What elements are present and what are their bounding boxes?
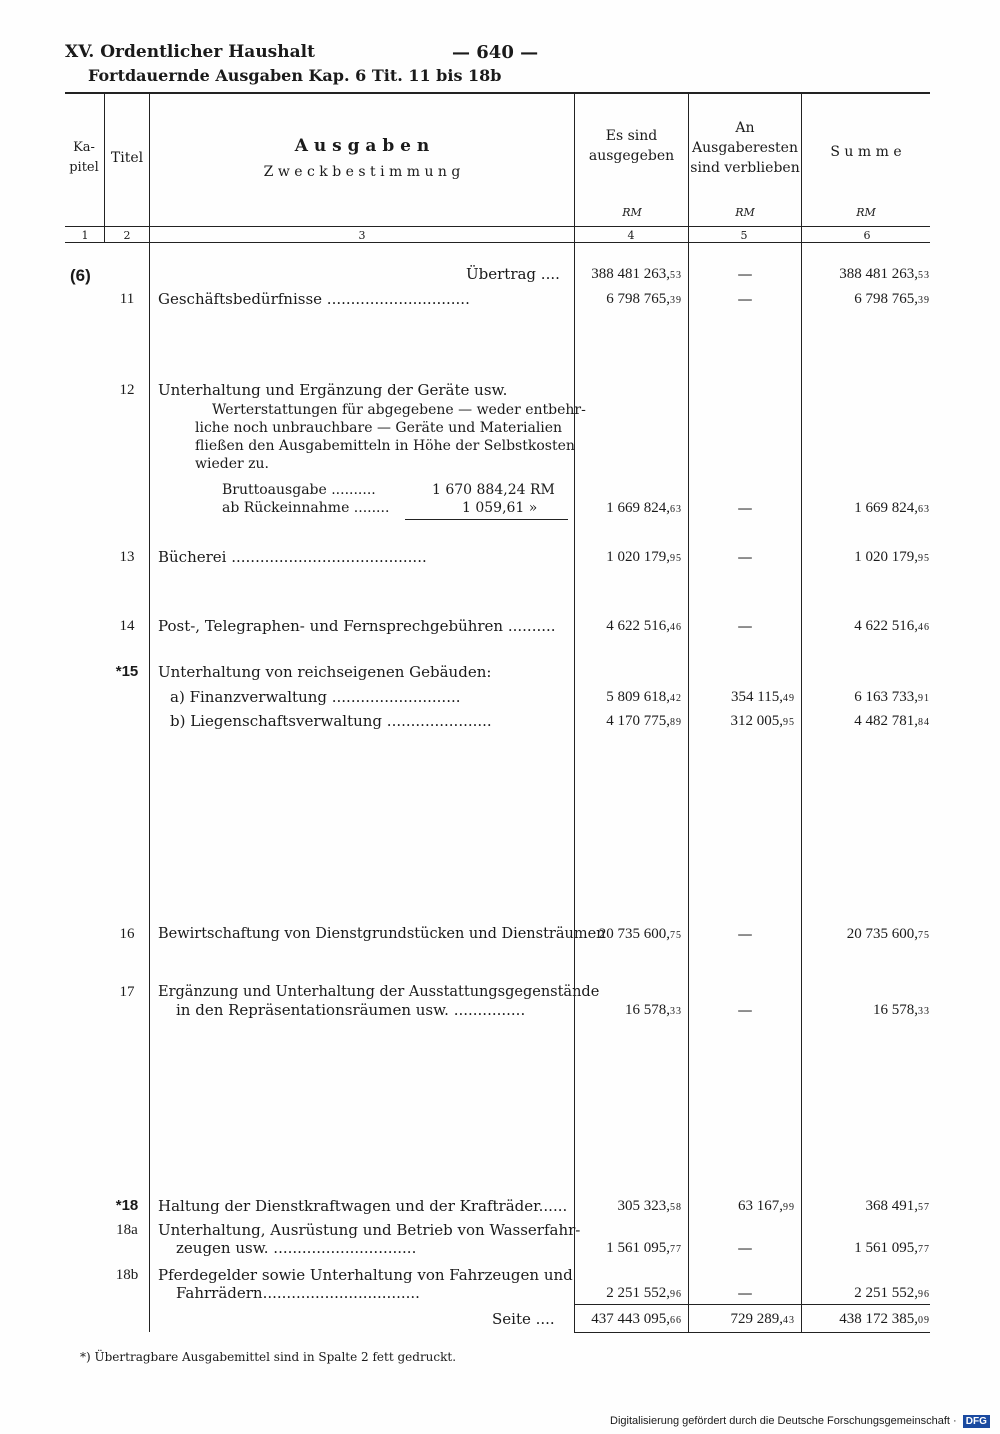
row-col5: — xyxy=(737,617,753,635)
col-header-zweck: Z w e c k b e s t i m m u n g xyxy=(263,164,461,180)
row-col5: — xyxy=(737,548,753,566)
uebertrag-col5: — xyxy=(737,265,753,283)
row-col6: 1 020 179,95 xyxy=(854,549,930,565)
brutto-label: Bruttoausgabe .......... xyxy=(222,482,376,498)
row-col5: 63 167,99 xyxy=(738,1198,795,1214)
row-col5: — xyxy=(737,290,753,308)
col-divider xyxy=(574,92,575,1332)
page-subtitle: Fortdauernde Ausgaben Kap. 6 Tit. 11 bis 18b xyxy=(88,66,502,85)
row-col5: — xyxy=(737,1001,753,1019)
row-label: Bücherei ......................................... xyxy=(158,548,427,566)
row-label-cont: in den Repräsentationsräumen usw. ............... xyxy=(176,1001,526,1019)
row-col6: 6 798 765,39 xyxy=(854,291,930,307)
col-divider xyxy=(801,92,802,1332)
row-col4: 1 020 179,95 xyxy=(606,549,682,565)
col-number: 6 xyxy=(863,229,871,242)
header-rule xyxy=(65,226,930,227)
unit-label: RM xyxy=(735,206,755,219)
col-header-ausgaben: A u s g a b e n xyxy=(294,136,430,156)
row-col5: — xyxy=(737,499,753,517)
row-sublabel: b) Liegenschaftsverwaltung ...................... xyxy=(170,712,492,730)
col-number: 5 xyxy=(740,229,748,242)
titel-number: 12 xyxy=(119,382,135,398)
row-col6: 1 669 824,63 xyxy=(854,500,930,516)
rueck-label: ab Rückeinnahme ........ xyxy=(222,500,390,516)
titel-number: 18a xyxy=(116,1222,138,1238)
row-label: Ergänzung und Unterhaltung der Ausstattungsgegenstände xyxy=(158,984,600,1000)
uebertrag-col6: 388 481 263,53 xyxy=(839,266,930,282)
subtotal-rule xyxy=(405,519,568,520)
uebertrag-label: Übertrag .... xyxy=(466,265,560,283)
row-note: wieder zu. xyxy=(195,456,269,472)
row-col4: 305 323,58 xyxy=(617,1198,682,1214)
seite-col4: 437 443 095,66 xyxy=(591,1311,682,1327)
row-col4: 16 578,33 xyxy=(625,1002,682,1018)
dfg-credit: Digitalisierung gefördert durch die Deutsche Forschungsgemeinschaft · DFG xyxy=(610,1415,990,1428)
uebertrag-col4: 388 481 263,53 xyxy=(591,266,682,282)
titel-number: 14 xyxy=(119,618,135,634)
row-col6: 20 735 600,75 xyxy=(846,926,930,942)
row-sublabel: a) Finanzverwaltung ........................... xyxy=(170,688,461,706)
seite-col6: 438 172 385,09 xyxy=(839,1311,930,1327)
row-col6: 4 482 781,84 xyxy=(854,713,930,729)
row-col5: — xyxy=(737,1284,753,1302)
row-label: Bewirtschaftung von Dienstgrundstücken und Diensträumen xyxy=(158,926,606,942)
row-col4: 1 669 824,63 xyxy=(606,500,682,516)
row-note: Werterstattungen für abgegebene — weder entbehr- xyxy=(212,402,586,418)
row-col4: 2 251 552,96 xyxy=(606,1285,682,1301)
col-header-ausgabereste: An Ausgaberesten sind verblieben xyxy=(690,120,800,176)
dfg-logo: DFG xyxy=(963,1415,990,1428)
row-col6: 1 561 095,77 xyxy=(854,1240,930,1256)
col-number: 2 xyxy=(123,229,131,242)
row-col4: 4 170 775,89 xyxy=(606,713,682,729)
row-label: Pferdegelder sowie Unterhaltung von Fahrzeugen und xyxy=(158,1266,573,1284)
row-col4: 20 735 600,75 xyxy=(598,926,682,942)
row-col4: 4 622 516,46 xyxy=(606,618,682,634)
row-label: Unterhaltung und Ergänzung der Geräte usw. xyxy=(158,381,508,399)
titel-number: *15 xyxy=(115,663,139,680)
row-label: Post-, Telegraphen- und Fernsprechgebühren .......... xyxy=(158,617,556,635)
row-label: Unterhaltung von reichseigenen Gebäuden: xyxy=(158,663,492,681)
seite-col5: 729 289,43 xyxy=(730,1311,795,1327)
col-number: 1 xyxy=(81,229,89,242)
row-label: Haltung der Dienstkraftwagen und der Krafträder...... xyxy=(158,1197,568,1215)
page-number: — 640 — xyxy=(452,42,539,63)
row-note: fließen den Ausgabemitteln in Höhe der Selbstkosten xyxy=(195,438,575,454)
unit-label: RM xyxy=(856,206,876,219)
bottom-rule xyxy=(574,1332,930,1333)
seite-label: Seite .... xyxy=(492,1310,555,1328)
col-number: 4 xyxy=(627,229,635,242)
unit-label: RM xyxy=(622,206,642,219)
row-col5: 354 115,49 xyxy=(731,689,795,705)
row-col5: 312 005,95 xyxy=(730,713,795,729)
titel-number: 13 xyxy=(119,549,135,565)
titel-number: 16 xyxy=(119,926,135,942)
row-label-cont: Fahrrädern................................. xyxy=(176,1284,420,1302)
row-col6: 6 163 733,91 xyxy=(854,689,930,705)
col-number: 3 xyxy=(358,229,366,242)
col-divider xyxy=(149,92,150,1332)
rueck-value: 1 059,61 » xyxy=(462,500,538,516)
row-label: Geschäftsbedürfnisse .............................. xyxy=(158,290,470,308)
col-header-kapitel: Ka- pitel xyxy=(69,140,99,175)
titel-number: 18b xyxy=(115,1267,139,1283)
col-header-titel: Titel xyxy=(110,150,144,166)
row-col4: 1 561 095,77 xyxy=(606,1240,682,1256)
row-col6: 2 251 552,96 xyxy=(854,1285,930,1301)
col-header-ausgegeben: Es sind ausgegeben xyxy=(588,128,675,164)
titel-number: *18 xyxy=(115,1197,139,1214)
row-label-cont: zeugen usw. .............................. xyxy=(176,1239,417,1257)
row-col6: 16 578,33 xyxy=(873,1002,930,1018)
row-col4: 6 798 765,39 xyxy=(606,291,682,307)
titel-number: 17 xyxy=(119,984,135,1000)
header-number-rule xyxy=(65,242,930,243)
row-col5: — xyxy=(737,1239,753,1257)
row-col5: — xyxy=(737,925,753,943)
titel-number: 11 xyxy=(119,291,135,307)
row-col6: 368 491,57 xyxy=(865,1198,930,1214)
col-divider xyxy=(688,92,689,1332)
row-note: liche noch unbrauchbare — Geräte und Materialien xyxy=(195,420,563,436)
col-header-summe: S u m m e xyxy=(830,144,902,160)
kapitel-number: (6) xyxy=(70,266,91,285)
section-title: XV. Ordentlicher Haushalt xyxy=(65,42,315,62)
footnote: *) Übertragbare Ausgabemittel sind in Spalte 2 fett gedruckt. xyxy=(80,1350,457,1364)
row-col4: 5 809 618,42 xyxy=(606,689,682,705)
brutto-value: 1 670 884,24 RM xyxy=(432,482,555,498)
row-col6: 4 622 516,46 xyxy=(854,618,930,634)
row-label: Unterhaltung, Ausrüstung und Betrieb von Wasserfahr- xyxy=(158,1221,581,1239)
total-rule xyxy=(574,1304,930,1305)
